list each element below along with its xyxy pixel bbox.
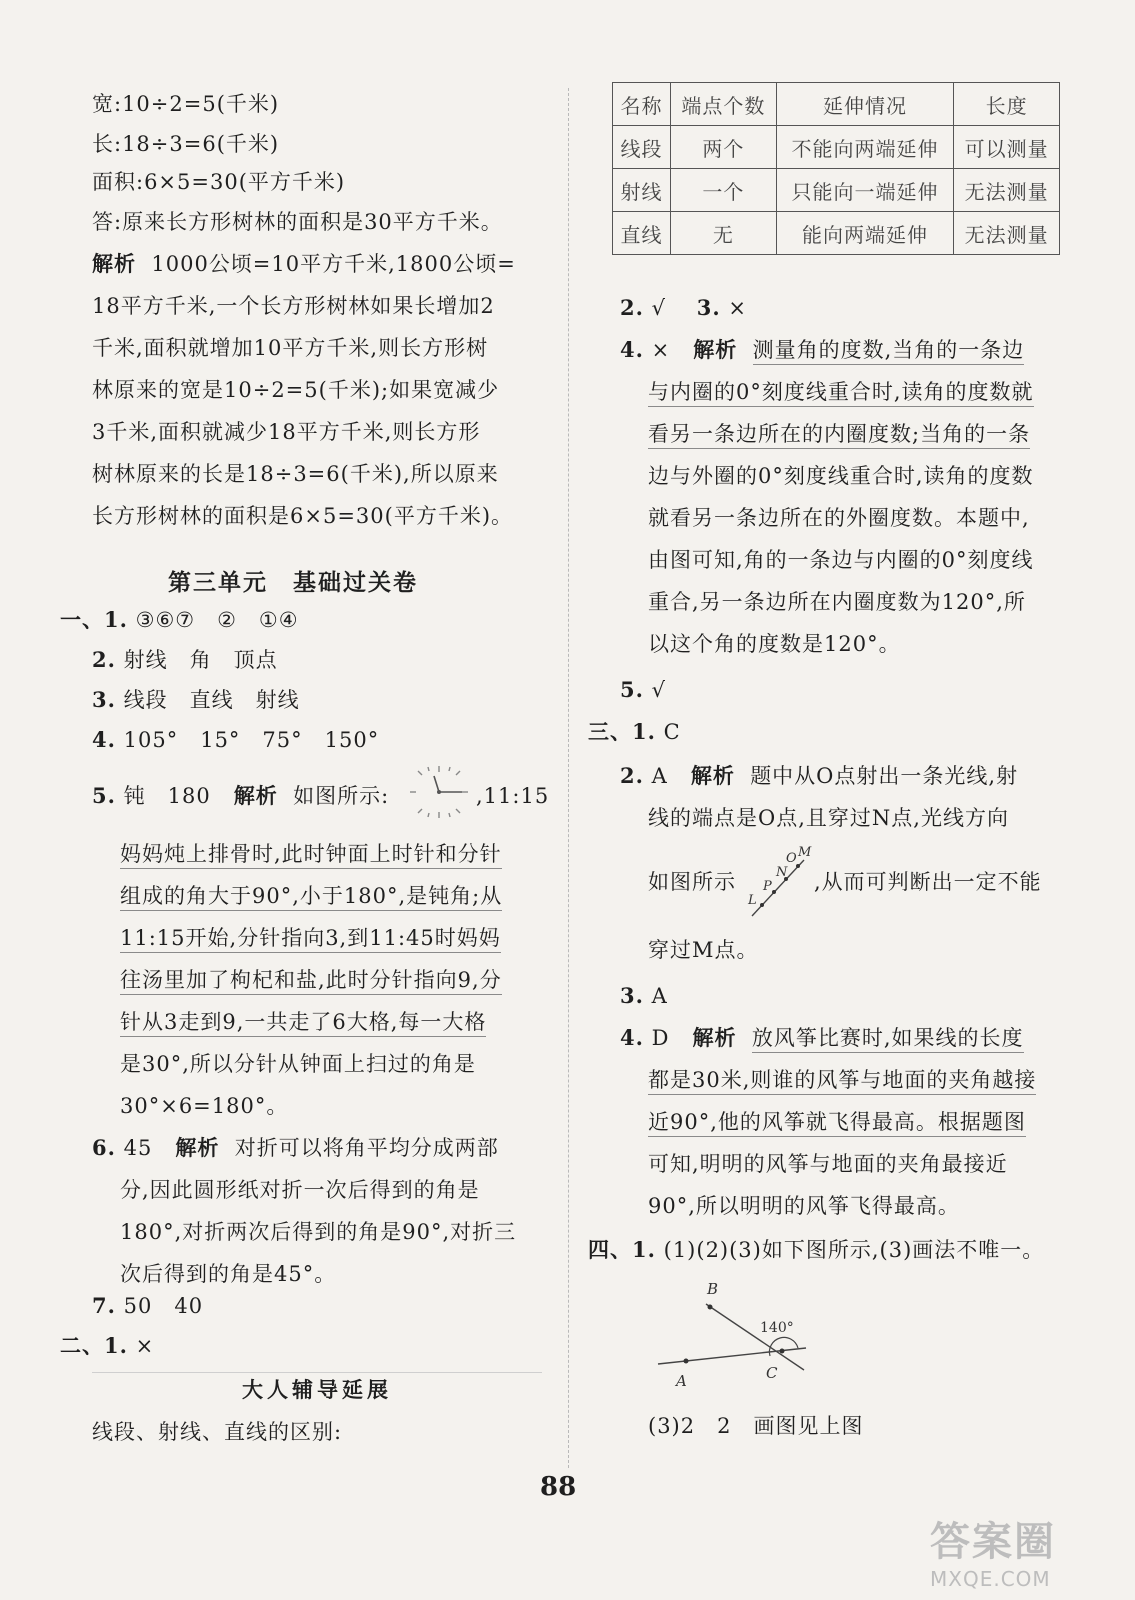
ray-direction-figure [746, 846, 812, 920]
s3-answer: A [651, 984, 668, 1008]
table-cell: 两个 [671, 126, 777, 169]
label-p: P [763, 879, 772, 894]
q5-line-6: 是30°,所以分针从钟面上扫过的角是 [120, 1052, 476, 1076]
q5-time: ,11:15 [476, 784, 550, 808]
analysis-line-2: 18平方千米,一个长方形树林如果长增加2 [92, 294, 495, 318]
q5-answer: 钝 180 [123, 784, 211, 808]
analysis-line-5: 3千米,面积就减少18平方千米,则长方形 [92, 420, 481, 444]
q3-number: 3. [92, 687, 116, 712]
q7-number: 7. [92, 1293, 116, 1318]
q4-answer: 105° 15° 75° 150° [123, 728, 380, 752]
table-cell: 线段 [613, 126, 671, 169]
analysis-line-3: 千米,面积就增加10平方千米,则长方形树 [92, 336, 489, 360]
table-cell: 直线 [613, 212, 671, 255]
r3-answer: × [728, 296, 747, 320]
q1-answer: ③⑥⑦ ② ①④ [135, 608, 299, 632]
answer-statement: 答:原来长方形树林的面积是30平方千米。 [92, 210, 503, 234]
q5-line-4 [120, 966, 502, 994]
s4-answer: D [651, 1026, 670, 1050]
watermark-url: MXQE.COM [930, 1567, 1051, 1591]
label-o: O [786, 851, 797, 866]
s2 [620, 762, 1018, 790]
r4-analysis-keyword: 解析 [693, 338, 738, 362]
angle-arc [769, 1337, 798, 1356]
label-b: B [707, 1280, 719, 1298]
r4-line-7: 以这个角的度数是120°。 [648, 632, 901, 656]
q5-line-4-text: 往汤里加了枸杞和盐,此时分针指向9,分 [120, 968, 502, 995]
label-c: C [766, 1364, 778, 1382]
f1-answer: (1)(2)(3)如下图所示,(3)画法不唯一。 [663, 1238, 1045, 1262]
s2-answer: A [651, 764, 668, 788]
point-a-dot [684, 1359, 689, 1364]
s1 [588, 718, 681, 746]
q5-analysis-keyword: 解析 [233, 784, 278, 808]
q6-answer: 45 [123, 1136, 153, 1160]
e1-answer: × [135, 1334, 155, 1358]
r4-line-3: 边与外圈的0°刻度线重合时,读角的度数 [648, 464, 1034, 488]
angle-label: 140° [760, 1320, 794, 1336]
table-row [613, 212, 1060, 255]
s4-line-3: 可知,明明的风筝与地面的夹角最接近 [648, 1152, 1008, 1176]
q5-line-5-text: 针从3走到9,一共走了6大格,每一大格 [120, 1010, 486, 1037]
q5-line-3 [120, 924, 501, 952]
parent-guidance-title: 大人辅导延展 [92, 1372, 542, 1407]
table-cell: 不能向两端延伸 [776, 126, 953, 169]
r4-line-6: 重合,另一条边所在内圈度数为120°,所 [648, 590, 1026, 614]
q6-line-2: 180°,对折两次后得到的角是90°,对折三 [120, 1220, 517, 1244]
q6-analysis-keyword: 解析 [175, 1136, 220, 1160]
analysis-line-6: 树林原来的长是18÷3=6(千米),所以原来 [92, 462, 499, 486]
table-header-cell: 端点个数 [671, 83, 777, 126]
r5-answer: √ [651, 678, 667, 702]
clock-face-figure [404, 762, 474, 822]
q5 [92, 782, 389, 810]
analysis-line-7: 长方形树林的面积是6×5=30(平方千米)。 [92, 504, 514, 528]
q6 [92, 1134, 499, 1162]
s2-line-1: 线的端点是O点,且穿过N点,光线方向 [648, 806, 1009, 830]
s2-analysis-intro: 题中从O点射出一条光线,射 [750, 764, 1019, 788]
column-divider [568, 88, 569, 1468]
s2-number: 2. [620, 763, 644, 788]
table-header-cell: 长度 [954, 83, 1060, 126]
q2-answer: 射线 角 顶点 [123, 648, 278, 672]
hour-hand [434, 776, 439, 792]
q5-line-7: 30°×6=180°。 [120, 1094, 289, 1118]
r4-line-4: 就看另一条边所在的外圈度数。本题中, [648, 506, 1030, 530]
watermark-logo-text: 答案圈 [930, 1519, 1056, 1565]
table-row [613, 126, 1060, 169]
f1 [588, 1236, 1044, 1264]
table-cell: 无法测量 [954, 169, 1060, 212]
s4-line-1-text: 都是30米,则谁的风筝与地面的夹角越接 [648, 1068, 1036, 1095]
line-comparison-table [612, 82, 1060, 255]
s4-number: 4. [620, 1025, 644, 1050]
q1-number: 一、1. [60, 607, 128, 632]
r4-answer: × [651, 338, 671, 362]
q5-number: 5. [92, 783, 116, 808]
q4 [92, 726, 379, 754]
table-cell: 能向两端延伸 [776, 212, 953, 255]
table-header-cell: 名称 [613, 83, 671, 126]
q2 [92, 646, 278, 674]
r4 [620, 336, 1024, 364]
r4-line-5: 由图可知,角的一条边与内圈的0°刻度线 [648, 548, 1034, 572]
point-c-dot [780, 1349, 785, 1354]
s1-number: 三、1. [588, 719, 656, 744]
s4-analysis-intro: 放风筝比赛时,如果线的长度 [752, 1026, 1024, 1053]
s2-analysis-keyword: 解析 [690, 764, 735, 788]
s4 [620, 1024, 1024, 1052]
s2-line-2b: ,从而可判断出一定不能 [814, 870, 1042, 894]
watermark [930, 1510, 1120, 1590]
table-cell: 射线 [613, 169, 671, 212]
line-bc [706, 1304, 804, 1370]
s1-answer: C [663, 720, 681, 744]
s3 [620, 982, 668, 1010]
q5-line-1-text: 妈妈炖上排骨时,此时钟面上时针和分针 [120, 842, 502, 869]
q7-answer: 50 40 [123, 1294, 204, 1318]
point-p-dot [772, 890, 776, 894]
q1 [60, 606, 299, 634]
table-cell: 无 [671, 212, 777, 255]
table-row [613, 169, 1060, 212]
q5-line-2-text: 组成的角大于90°,小于180°,是钝角;从 [120, 884, 502, 911]
q5-line-5 [120, 1008, 486, 1036]
analysis-line-1 [92, 250, 516, 278]
s4-analysis-keyword: 解析 [692, 1026, 737, 1050]
q5-line-1 [120, 840, 502, 868]
analysis-line-4: 林原来的宽是10÷2=5(千米);如果宽减少 [92, 378, 500, 402]
label-m: M [798, 845, 812, 860]
q2-number: 2. [92, 647, 116, 672]
q3-answer: 线段 直线 射线 [123, 688, 300, 712]
s4-line-2 [648, 1108, 1026, 1136]
label-n: N [776, 865, 788, 880]
f3: (3)2 2 画图见上图 [648, 1414, 864, 1438]
r4-line-1-text: 与内圈的0°刻度线重合时,读角的度数就 [648, 380, 1034, 407]
point-b-dot [708, 1305, 713, 1310]
q7 [92, 1292, 203, 1320]
analysis-keyword: 解析 [92, 252, 136, 276]
label-l: L [748, 893, 757, 908]
s2-line-2a: 如图所示 [648, 870, 736, 894]
table-cell: 一个 [671, 169, 777, 212]
s4-line-4: 90°,所以明明的风筝飞得最高。 [648, 1194, 960, 1218]
s3-number: 3. [620, 983, 644, 1008]
r4-line-1 [648, 378, 1034, 406]
clock-center [437, 790, 441, 794]
length-calc: 长:18÷3=6(千米) [92, 132, 280, 156]
analysis-text: 1000公顷=10平方千米,1800公顷= [151, 252, 516, 276]
q6-number: 6. [92, 1135, 116, 1160]
s4-line-2-text: 近90°,他的风筝就飞得最高。根据题图 [648, 1110, 1026, 1137]
angle-drawing-figure [652, 1276, 832, 1394]
table-cell: 无法测量 [954, 212, 1060, 255]
label-a: A [676, 1372, 687, 1390]
width-calc: 宽:10÷2=5(千米) [92, 92, 280, 116]
r4-number: 4. [620, 337, 644, 362]
q6-line-3: 次后得到的角是45°。 [120, 1262, 337, 1286]
f1-number: 四、1. [588, 1237, 656, 1262]
s2-line-3: 穿过M点。 [648, 938, 759, 962]
e1 [60, 1332, 154, 1360]
point-l-dot [760, 903, 764, 907]
q3 [92, 686, 300, 714]
r4-line-2 [648, 420, 1030, 448]
r2-r3 [620, 294, 747, 322]
r2-answer: √ [651, 296, 667, 320]
s4-line-1 [648, 1066, 1036, 1094]
table-header-cell: 延伸情况 [776, 83, 953, 126]
r5-number: 5. [620, 677, 644, 702]
r3-number: 3. [696, 295, 721, 320]
r4-analysis-intro: 测量角的度数,当角的一条边 [753, 338, 1025, 365]
e1-number: 二、1. [60, 1333, 128, 1358]
q5-analysis-intro: 如图所示: [293, 784, 390, 808]
parent-guidance-text: 线段、射线、直线的区别: [92, 1420, 343, 1444]
r2-number: 2. [620, 295, 644, 320]
table-header-row [613, 83, 1060, 126]
q4-number: 4. [92, 727, 116, 752]
q5-line-3-text: 11:15开始,分针指向3,到11:45时妈妈 [120, 926, 501, 953]
page-number: 88 [540, 1472, 577, 1502]
q5-line-2 [120, 882, 502, 910]
table-cell: 只能向一端延伸 [776, 169, 953, 212]
q6-line-1: 分,因此圆形纸对折一次后得到的角是 [120, 1178, 480, 1202]
r4-line-2-text: 看另一条边所在的内圈度数;当角的一条 [648, 422, 1030, 449]
q6-analysis-intro: 对折可以将角平均分成两部 [234, 1136, 499, 1160]
area-calc: 面积:6×5=30(平方千米) [92, 170, 346, 194]
r5 [620, 676, 666, 704]
section-title: 第三单元 基础过关卷 [168, 570, 418, 596]
table-cell: 可以测量 [954, 126, 1060, 169]
